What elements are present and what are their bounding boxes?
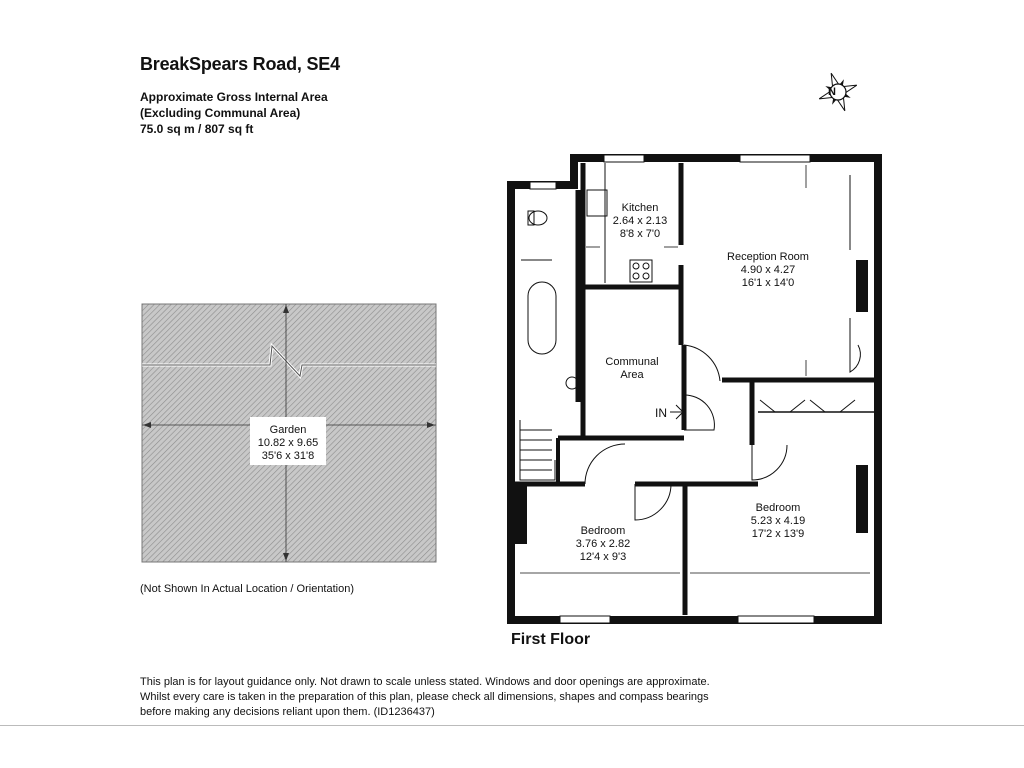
kitchen-metric: 2.64 x 2.13 <box>612 215 668 227</box>
bedroom-2-name: Bedroom <box>755 502 801 514</box>
bedroom-1-imperial: 12'4 x 9'3 <box>579 551 627 563</box>
compass-icon <box>812 66 863 117</box>
area-exclusion-note: (Excluding Communal Area) <box>140 106 301 120</box>
kitchen-imperial: 8'8 x 7'0 <box>619 228 661 240</box>
communal-label <box>605 356 658 382</box>
area-value: 75.0 sq m / 807 sq ft <box>140 122 254 136</box>
wardrobe-markers <box>760 400 855 412</box>
bedroom-1-label <box>576 525 630 564</box>
bedroom-1-name: Bedroom <box>580 525 626 537</box>
bedroom-2-imperial: 17'2 x 13'9 <box>751 528 805 540</box>
garden-metric: 10.82 x 9.65 <box>257 437 319 449</box>
disclaimer-line-1: This plan is for layout guidance only. Not drawn to scale unless stated. Windows and door openings are approximate. <box>140 676 710 688</box>
bathroom-fixtures <box>521 211 578 389</box>
disclaimer-line-3: before making any decisions reliant upon them. (ID1236437) <box>140 706 435 718</box>
bedroom-1-metric: 3.76 x 2.82 <box>575 538 631 550</box>
garden-name: Garden <box>269 424 307 436</box>
communal-name-1: Communal <box>605 356 659 368</box>
garden-imperial: 35'6 x 31'8 <box>261 450 315 462</box>
property-title: BreakSpears Road, SE4 <box>140 54 340 74</box>
floor-plan <box>511 158 878 620</box>
garden-location-note: (Not Shown In Actual Location / Orientation) <box>140 583 355 595</box>
bedroom-2-metric: 5.23 x 4.19 <box>750 515 806 527</box>
footer-divider <box>0 725 1024 726</box>
dimension-markers <box>520 165 870 573</box>
floor-title: First Floor <box>511 631 591 648</box>
staircase <box>520 420 555 480</box>
disclaimer <box>140 675 740 720</box>
entrance-label: IN <box>655 406 667 420</box>
kitchen-name: Kitchen <box>621 202 659 214</box>
kitchen-label <box>613 202 667 241</box>
reception-imperial: 16'1 x 14'0 <box>741 277 795 289</box>
garden-label <box>258 424 319 463</box>
compass-north-label: N <box>828 86 836 98</box>
reception-metric: 4.90 x 4.27 <box>740 264 796 276</box>
bedroom-2-label <box>751 502 805 541</box>
disclaimer-line-2: Whilst every care is taken in the preparation of this plan, please check all dimensions, shapes and compass bearings <box>140 691 709 703</box>
reception-label <box>727 251 809 290</box>
area-heading: Approximate Gross Internal Area <box>140 90 328 104</box>
communal-name-2: Area <box>620 369 644 381</box>
reception-name: Reception Room <box>727 251 809 263</box>
entrance-arrow-icon <box>670 405 683 419</box>
